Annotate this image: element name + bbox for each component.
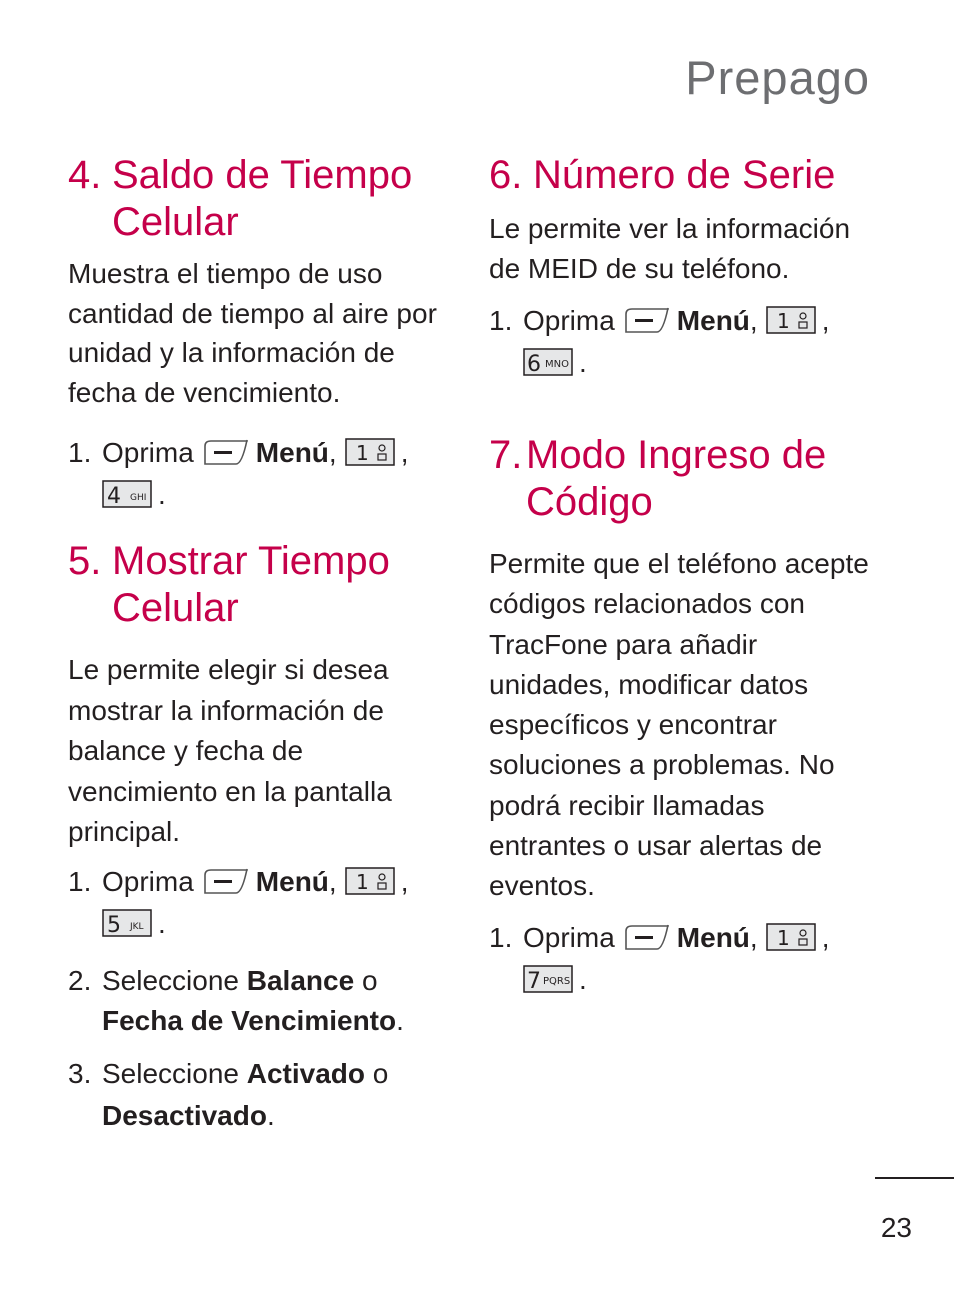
key-1-digit: 1 [355,441,369,465]
oprima-text: Oprima [102,437,194,468]
menu-label: Menú [255,865,329,897]
key-1-icon [345,867,395,895]
key-7-digit: 7 [527,968,541,993]
page-number: 23 [880,1212,912,1243]
section-5-step-2: 2. Seleccione Balance o Fecha de Vencimiento. [68,961,453,1041]
section-7-number: 7. [489,433,523,477]
oprima-text: Oprima [523,305,615,336]
section-7-body: Permite que el teléfono acepte códigos relacionados con TracFone para añadir unidades, modificar datos específicos y encontrar soluciones a problemas. No podrá recibir llamadas entrantes o usar alertas de eventos. [489,548,869,902]
menu-label: Menú [255,437,329,468]
menu-label: Menú [676,305,750,336]
menu-label: Menú [676,921,750,953]
step-number: 3. [68,1057,92,1089]
key-5-digit: 5 [107,912,121,937]
right-column [489,152,879,1001]
section-4-title: Saldo de Tiempo Celular [112,153,413,244]
left-soft-key-icon [623,306,671,334]
section-4-number: 4. [68,153,102,197]
oprima-text: Oprima [523,921,615,953]
option-balance: Balance [246,964,355,996]
left-soft-key-icon [202,867,250,895]
key-7-letters: PQRS [543,975,571,987]
key-7-icon [523,965,573,993]
oprima-text: Oprima [102,865,194,897]
left-column [68,152,453,1137]
key-1-icon [766,306,816,334]
section-7 [489,432,879,1001]
step-number: 1. [68,437,92,468]
key-1-icon [345,438,395,466]
section-6-number: 6. [489,153,523,197]
key-6-digit: 6 [527,352,541,376]
section-4-step-1: 1. Oprima Menú, 1 , 4 GHI . [68,432,453,516]
option-fecha-vencimiento: Fecha de Vencimiento [102,1004,397,1036]
step-number: 1. [68,865,92,897]
section-5-title: Mostrar Tiempo Celular [112,539,390,630]
key-4-digit: 4 [107,484,121,508]
section-7-heading [489,432,879,526]
key-4-icon [102,480,152,508]
option-activado: Activado [246,1057,366,1089]
section-4 [68,152,453,516]
key-5-icon [102,909,152,937]
key-1-digit: 1 [776,925,790,950]
section-6-step-1: 1. Oprima Menú, 1 , 6 MNO . [489,300,879,384]
section-5-step-3: 3. Seleccione Activado o Desactivado. [68,1053,453,1137]
section-6-title: Número de Serie [533,153,836,197]
section-5-number: 5. [68,539,102,583]
section-6-heading [489,152,879,199]
key-6-icon [523,348,573,376]
key-4-letters: GHI [130,493,147,503]
option-desactivado: Desactivado [102,1099,267,1131]
key-1-digit: 1 [776,309,790,333]
page-header: Prepago [685,51,870,104]
section-6-body: Le permite ver la información de MEID de su teléfono. [489,213,851,284]
section-7-title: Modo Ingreso de Código [526,433,827,524]
section-5 [68,538,453,1137]
section-4-heading [68,152,453,246]
left-soft-key-icon [623,923,671,951]
step-number: 2. [68,964,92,996]
step-number: 1. [489,305,513,336]
section-5-heading [68,538,453,632]
key-1-icon [766,923,816,951]
key-1-digit: 1 [355,869,369,894]
section-5-body: Le permite elegir si desea mostrar la información de balance y fecha de vencimiento en la pantalla principal. [68,654,392,847]
section-4-body: Muestra el tiempo de uso cantidad de tiempo al aire por unidad y la información de fecha de vencimiento. [68,258,437,408]
left-soft-key-icon [202,438,250,466]
section-7-step-1: 1. Oprima Menú, 1 , 7 PQRS . [489,917,879,1001]
footer-rule [875,1177,954,1179]
key-5-letters: JKL [130,921,144,932]
key-6-letters: MNO [545,359,569,370]
section-5-step-1: 1. Oprima Menú, 1 , 5 JKL . [68,861,453,945]
section-6 [489,152,879,384]
step-number: 1. [489,921,513,953]
